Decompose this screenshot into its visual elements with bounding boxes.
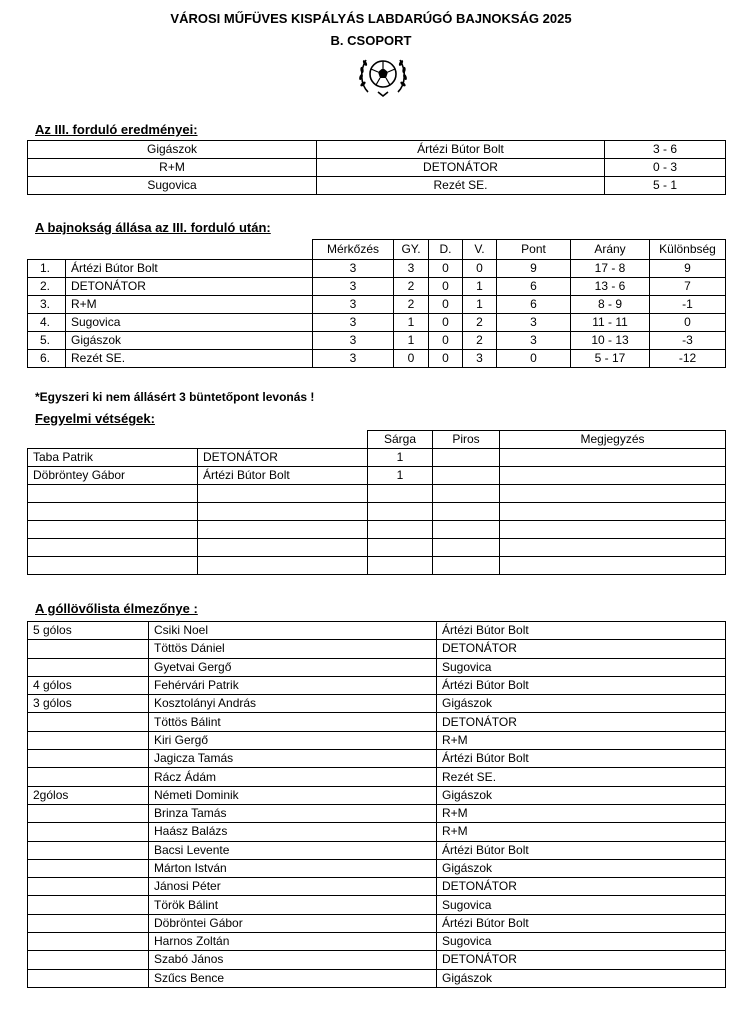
- goal-count: [28, 878, 149, 896]
- stat-played: 3: [313, 350, 394, 368]
- stat-drawn: 0: [429, 278, 463, 296]
- position: 6.: [28, 350, 66, 368]
- stat-won: 3: [394, 260, 429, 278]
- stat-ratio: 13 - 6: [571, 278, 650, 296]
- yellow-card-header: Sárga: [368, 431, 433, 449]
- yellow-count: [368, 557, 433, 575]
- page-title: VÁROSI MŰFÜVES KISPÁLYÁS LABDARÚGÓ BAJNOKSÁG 2025: [170, 11, 572, 26]
- match-score: 3 - 6: [605, 141, 726, 159]
- away-team: DETONÁTOR: [317, 159, 605, 177]
- stat-lost: 1: [463, 296, 497, 314]
- goal-count: [28, 804, 149, 822]
- team-name: Ártézi Bútor Bolt: [437, 676, 726, 694]
- player-name: Döbröntey Gábor: [28, 467, 198, 485]
- team-name: Gigászok: [437, 786, 726, 804]
- goal-count: [28, 969, 149, 987]
- goal-count: 4 gólos: [28, 676, 149, 694]
- player-name: Csiki Noel: [149, 622, 437, 640]
- stat-won: 0: [394, 350, 429, 368]
- team-name: Gigászok: [437, 969, 726, 987]
- penalty-note: *Egyszeri ki nem állásért 3 büntetőpont levonás !: [35, 390, 315, 404]
- scorer-row: [28, 676, 726, 694]
- discipline-heading: Fegyelmi vétségek:: [35, 411, 155, 426]
- player-name: [28, 485, 198, 503]
- result-row: [28, 177, 726, 195]
- team-name: DETONÁTOR: [437, 951, 726, 969]
- stat-points: 6: [497, 278, 571, 296]
- position: 3.: [28, 296, 66, 314]
- yellow-count: 1: [368, 449, 433, 467]
- team-name: Ártézi Bútor Bolt: [66, 260, 313, 278]
- team-name: Ártézi Bútor Bolt: [437, 841, 726, 859]
- red-count: [433, 557, 500, 575]
- position: 5.: [28, 332, 66, 350]
- position: 4.: [28, 314, 66, 332]
- scorer-row: [28, 804, 726, 822]
- team-name: Sugovica: [437, 933, 726, 951]
- scorer-row: [28, 878, 726, 896]
- remark: [500, 449, 726, 467]
- blank-header-cell: [66, 240, 313, 260]
- goal-count: [28, 731, 149, 749]
- player-name: Bacsi Levente: [149, 841, 437, 859]
- player-name: Taba Patrik: [28, 449, 198, 467]
- home-team: Sugovica: [28, 177, 317, 195]
- discipline-row: [28, 557, 726, 575]
- standings-row: [28, 350, 726, 368]
- discipline-header-row: [28, 431, 726, 449]
- red-count: [433, 503, 500, 521]
- discipline-row: [28, 503, 726, 521]
- scorer-row: [28, 713, 726, 731]
- player-name: Töttös Dániel: [149, 640, 437, 658]
- goal-count: 5 gólos: [28, 622, 149, 640]
- column-header: Különbség: [650, 240, 726, 260]
- goal-count: [28, 951, 149, 969]
- goal-count: [28, 914, 149, 932]
- standings-header-row: [28, 240, 726, 260]
- stat-diff: -3: [650, 332, 726, 350]
- player-name: Szűcs Bence: [149, 969, 437, 987]
- stat-drawn: 0: [429, 332, 463, 350]
- yellow-count: [368, 503, 433, 521]
- scorer-row: [28, 750, 726, 768]
- team-name: Rezét SE.: [66, 350, 313, 368]
- standings-row: [28, 296, 726, 314]
- player-name: Döbröntei Gábor: [149, 914, 437, 932]
- player-name: Kiri Gergő: [149, 731, 437, 749]
- column-header: V.: [463, 240, 497, 260]
- red-count: [433, 485, 500, 503]
- scorer-row: [28, 622, 726, 640]
- scorer-row: [28, 841, 726, 859]
- player-name: Jagicza Tamás: [149, 750, 437, 768]
- player-name: Németi Dominik: [149, 786, 437, 804]
- match-score: 5 - 1: [605, 177, 726, 195]
- yellow-count: [368, 539, 433, 557]
- goal-count: [28, 713, 149, 731]
- column-header: Arány: [571, 240, 650, 260]
- team-name: Rezét SE.: [437, 768, 726, 786]
- stat-lost: 3: [463, 350, 497, 368]
- team-name: [198, 503, 368, 521]
- stat-diff: 7: [650, 278, 726, 296]
- team-name: [198, 539, 368, 557]
- scorers-table: [27, 621, 726, 988]
- stat-drawn: 0: [429, 350, 463, 368]
- team-name: DETONÁTOR: [198, 449, 368, 467]
- goal-count: [28, 658, 149, 676]
- stat-played: 3: [313, 260, 394, 278]
- scorer-row: [28, 969, 726, 987]
- stat-diff: -1: [650, 296, 726, 314]
- remark-header: Megjegyzés: [500, 431, 726, 449]
- team-name: DETONÁTOR: [437, 640, 726, 658]
- goal-count: [28, 640, 149, 658]
- stat-points: 3: [497, 332, 571, 350]
- stat-won: 1: [394, 314, 429, 332]
- stat-played: 3: [313, 278, 394, 296]
- team-name: Ártézi Bútor Bolt: [437, 914, 726, 932]
- results-table: [27, 140, 726, 195]
- goal-count: [28, 896, 149, 914]
- team-name: DETONÁTOR: [66, 278, 313, 296]
- away-team: Rezét SE.: [317, 177, 605, 195]
- column-header: D.: [429, 240, 463, 260]
- scorer-row: [28, 640, 726, 658]
- team-name: R+M: [437, 823, 726, 841]
- stat-drawn: 0: [429, 296, 463, 314]
- goal-count: [28, 823, 149, 841]
- match-score: 0 - 3: [605, 159, 726, 177]
- discipline-row: [28, 521, 726, 539]
- player-name: Brinza Tamás: [149, 804, 437, 822]
- player-name: [28, 557, 198, 575]
- player-name: [28, 503, 198, 521]
- stat-diff: -12: [650, 350, 726, 368]
- blank-header-cell: [198, 431, 368, 449]
- position: 2.: [28, 278, 66, 296]
- blank-header-cell: [28, 431, 198, 449]
- discipline-row: [28, 449, 726, 467]
- scorer-row: [28, 695, 726, 713]
- player-name: Márton István: [149, 859, 437, 877]
- goal-count: [28, 859, 149, 877]
- player-name: [28, 539, 198, 557]
- stat-ratio: 5 - 17: [571, 350, 650, 368]
- team-name: Gigászok: [437, 695, 726, 713]
- red-count: [433, 521, 500, 539]
- player-name: Török Bálint: [149, 896, 437, 914]
- player-name: Haász Balázs: [149, 823, 437, 841]
- discipline-row: [28, 485, 726, 503]
- team-name: R+M: [66, 296, 313, 314]
- stat-diff: 9: [650, 260, 726, 278]
- scorer-row: [28, 914, 726, 932]
- standings-row: [28, 332, 726, 350]
- standings-heading: A bajnokság állása az III. forduló után:: [35, 220, 271, 235]
- result-row: [28, 159, 726, 177]
- player-name: Harnos Zoltán: [149, 933, 437, 951]
- team-name: [198, 557, 368, 575]
- team-name: DETONÁTOR: [437, 713, 726, 731]
- goal-count: [28, 768, 149, 786]
- result-row: [28, 141, 726, 159]
- player-name: Jánosi Péter: [149, 878, 437, 896]
- column-header: Mérkőzés: [313, 240, 394, 260]
- column-header: Pont: [497, 240, 571, 260]
- stat-lost: 0: [463, 260, 497, 278]
- stat-lost: 2: [463, 314, 497, 332]
- stat-played: 3: [313, 296, 394, 314]
- stat-lost: 2: [463, 332, 497, 350]
- stat-points: 0: [497, 350, 571, 368]
- team-name: Ártézi Bútor Bolt: [198, 467, 368, 485]
- discipline-table: [27, 430, 726, 575]
- scorer-row: [28, 731, 726, 749]
- discipline-row: [28, 539, 726, 557]
- team-name: DETONÁTOR: [437, 878, 726, 896]
- team-name: Ártézi Bútor Bolt: [437, 750, 726, 768]
- standings-table: [27, 239, 726, 368]
- remark: [500, 503, 726, 521]
- player-name: Kosztolányi András: [149, 695, 437, 713]
- goal-count: 3 gólos: [28, 695, 149, 713]
- team-name: R+M: [437, 804, 726, 822]
- scorer-row: [28, 933, 726, 951]
- stat-ratio: 17 - 8: [571, 260, 650, 278]
- stat-points: 9: [497, 260, 571, 278]
- stat-played: 3: [313, 314, 394, 332]
- goal-count: [28, 750, 149, 768]
- player-name: Szabó János: [149, 951, 437, 969]
- team-name: R+M: [437, 731, 726, 749]
- player-name: Rácz Ádám: [149, 768, 437, 786]
- goal-count: [28, 933, 149, 951]
- scorer-row: [28, 859, 726, 877]
- standings-row: [28, 260, 726, 278]
- yellow-count: 1: [368, 467, 433, 485]
- blank-header-cell: [28, 240, 66, 260]
- home-team: R+M: [28, 159, 317, 177]
- player-name: Töttös Bálint: [149, 713, 437, 731]
- yellow-count: [368, 485, 433, 503]
- discipline-row: [28, 467, 726, 485]
- remark: [500, 467, 726, 485]
- scorer-row: [28, 951, 726, 969]
- away-team: Ártézi Bútor Bolt: [317, 141, 605, 159]
- stat-ratio: 8 - 9: [571, 296, 650, 314]
- standings-row: [28, 314, 726, 332]
- red-count: [433, 539, 500, 557]
- stat-played: 3: [313, 332, 394, 350]
- results-heading: Az III. forduló eredményei:: [35, 122, 198, 137]
- yellow-count: [368, 521, 433, 539]
- football-wreath-icon: [356, 52, 410, 98]
- stat-drawn: 0: [429, 260, 463, 278]
- scorer-row: [28, 658, 726, 676]
- remark: [500, 557, 726, 575]
- stat-won: 1: [394, 332, 429, 350]
- scorer-row: [28, 768, 726, 786]
- stat-diff: 0: [650, 314, 726, 332]
- scorers-heading: A góllövőlista élmezőnye :: [35, 601, 198, 616]
- stat-won: 2: [394, 278, 429, 296]
- goal-count: [28, 841, 149, 859]
- player-name: [28, 521, 198, 539]
- team-name: Sugovica: [437, 896, 726, 914]
- team-name: Gigászok: [437, 859, 726, 877]
- team-name: [198, 521, 368, 539]
- stat-lost: 1: [463, 278, 497, 296]
- standings-row: [28, 278, 726, 296]
- column-header: GY.: [394, 240, 429, 260]
- scorer-row: [28, 823, 726, 841]
- player-name: Gyetvai Gergő: [149, 658, 437, 676]
- remark: [500, 485, 726, 503]
- red-count: [433, 467, 500, 485]
- page-subtitle: B. CSOPORT: [330, 33, 412, 48]
- stat-points: 3: [497, 314, 571, 332]
- team-name: Gigászok: [66, 332, 313, 350]
- stat-ratio: 10 - 13: [571, 332, 650, 350]
- home-team: Gigászok: [28, 141, 317, 159]
- remark: [500, 521, 726, 539]
- stat-points: 6: [497, 296, 571, 314]
- scorer-row: [28, 896, 726, 914]
- team-name: Sugovica: [437, 658, 726, 676]
- stat-ratio: 11 - 11: [571, 314, 650, 332]
- team-name: [198, 485, 368, 503]
- stat-drawn: 0: [429, 314, 463, 332]
- team-name: Ártézi Bútor Bolt: [437, 622, 726, 640]
- red-count: [433, 449, 500, 467]
- player-name: Fehérvári Patrik: [149, 676, 437, 694]
- scorer-row: [28, 786, 726, 804]
- stat-won: 2: [394, 296, 429, 314]
- goal-count: 2gólos: [28, 786, 149, 804]
- team-name: Sugovica: [66, 314, 313, 332]
- remark: [500, 539, 726, 557]
- position: 1.: [28, 260, 66, 278]
- red-card-header: Piros: [433, 431, 500, 449]
